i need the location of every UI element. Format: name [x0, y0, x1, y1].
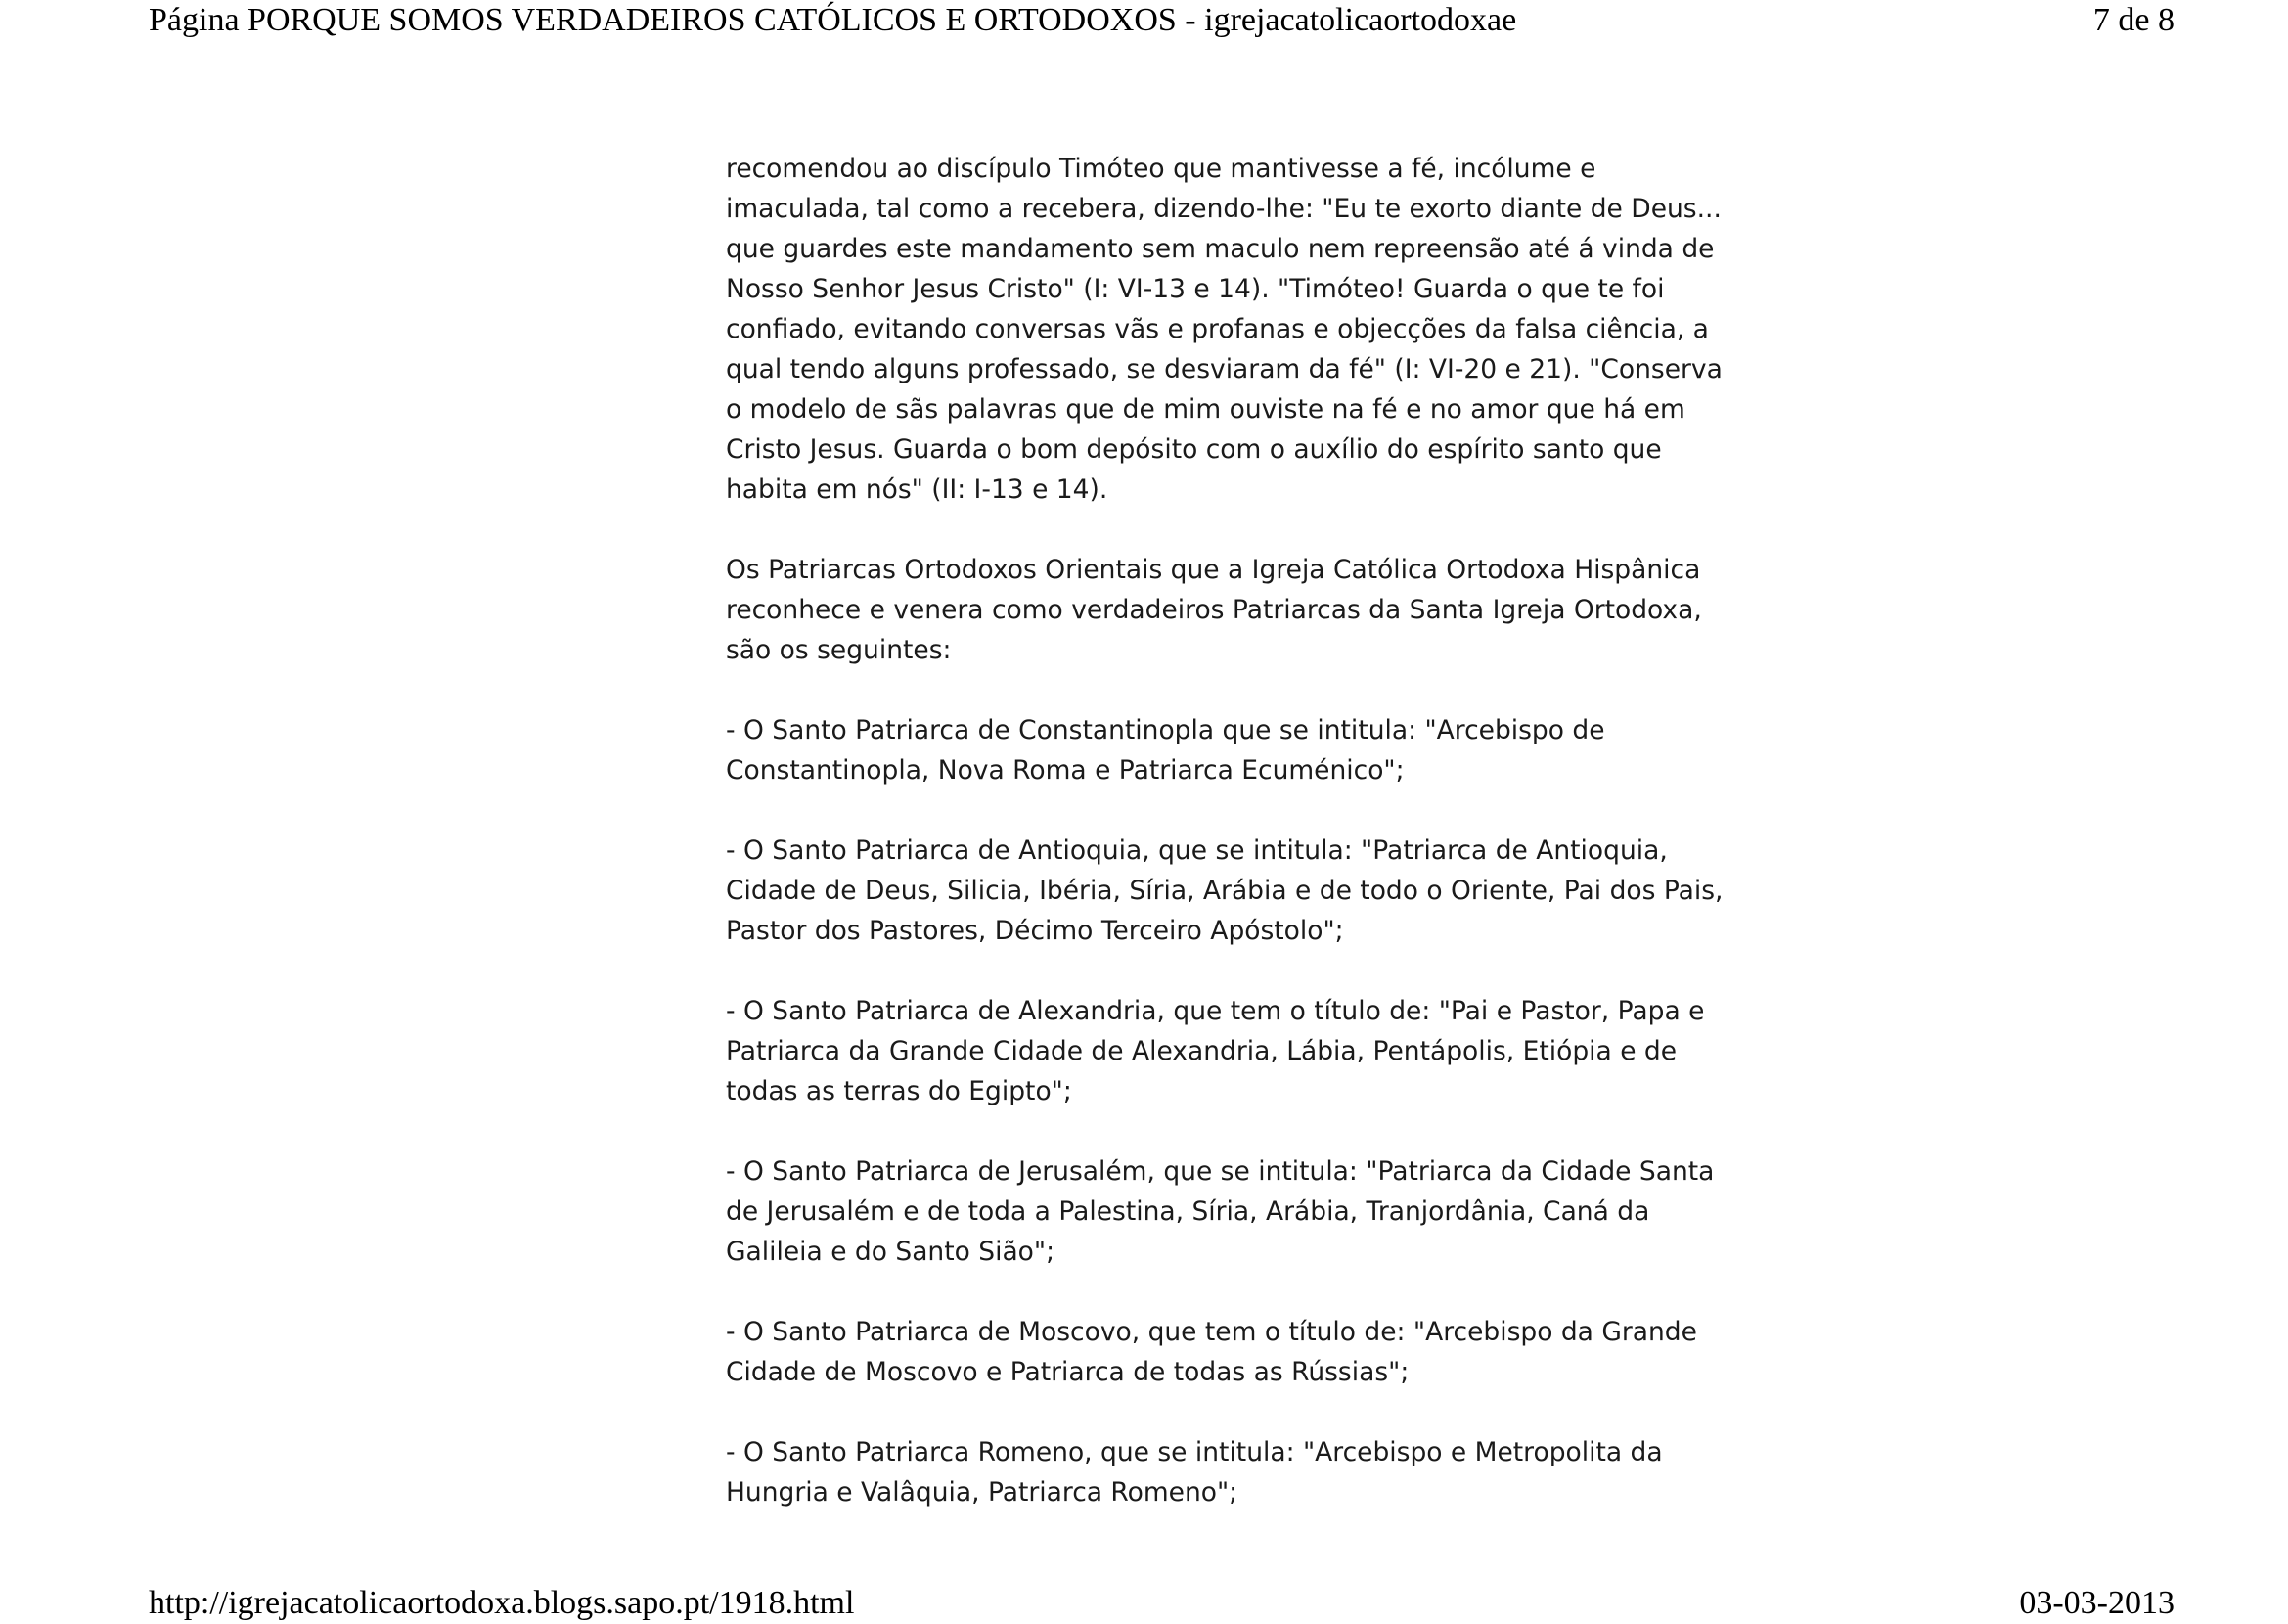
paragraph-timothy-exhortation: recomendou ao discípulo Timóteo que mantivesse a fé, incólume e imaculada, tal como a recebera, dizendo-lhe: "Eu te exorto diante de Deus... que guardes este mandamento sem maculo nem repreensão até á vinda de Nosso Senhor Jesus Cristo" (I: VI-13 e 14). "Timóteo! Guarda o que te foi confiado, evitando conversas vãs e profanas e objecções da falsa ciência, a qual tendo alguns professado, se desviaram da fé" (I: VI-20 e 21). "Conserva o modelo de sãs palavras que de mim ouviste na fé e no amor que há em Cristo Jesus. Guarda o bom depósito com o auxílio do espírito santo que habita em nós" (II: I-13 e 14). — [726, 154, 1723, 505]
list-item-moscow: - O Santo Patriarca de Moscovo, que tem o título de: "Arcebispo da Grande Cidade de Moscovo e Patriarca de todas as Rússias"; — [726, 1317, 1697, 1387]
page-number: 7 de 8 — [2092, 2, 2175, 38]
footer-url: http://igrejacatolicaortodoxa.blogs.sapo.pt/1918.html — [149, 1585, 855, 1621]
list-item-romania: - O Santo Patriarca Romeno, que se intitula: "Arcebispo e Metropolita da Hungria e Valâquia, Patriarca Romeno"; — [726, 1437, 1663, 1508]
footer-date: 03-03-2013 — [2019, 1585, 2175, 1621]
list-item-antioch: - O Santo Patriarca de Antioquia, que se intitula: "Patriarca de Antioquia, Cidade de Deus, Silicia, Ibéria, Síria, Arábia e de todo o Oriente, Pai dos Pais, Pastor dos Pastores, Décimo Terceiro Apóstolo"; — [726, 835, 1724, 946]
list-item-jerusalem: - O Santo Patriarca de Jerusalém, que se intitula: "Patriarca da Cidade Santa de Jerusalém e de toda a Palestina, Síria, Arábia, Tranjordânia, Caná da Galileia e do Santo Sião"; — [726, 1156, 1715, 1267]
page-header-title: Página PORQUE SOMOS VERDADEIROS CATÓLICOS E ORTODOXOS - igrejacatolicaortodoxae — [149, 2, 1517, 38]
paragraph-patriarchs-intro: Os Patriarcas Ortodoxos Orientais que a Igreja Católica Ortodoxa Hispânica reconhece e venera como verdadeiros Patriarcas da Santa Igreja Ortodoxa, são os seguintes: — [726, 555, 1702, 665]
list-item-constantinople: - O Santo Patriarca de Constantinopla que se intitula: "Arcebispo de Constantinopla, Nova Roma e Patriarca Ecuménico"; — [726, 715, 1605, 786]
list-item-alexandria: - O Santo Patriarca de Alexandria, que tem o título de: "Pai e Pastor, Papa e Patriarca da Grande Cidade de Alexandria, Lábia, Pentápolis, Etiópia e de todas as terras do Egipto"; — [726, 996, 1705, 1106]
article-body — [726, 149, 1724, 1553]
